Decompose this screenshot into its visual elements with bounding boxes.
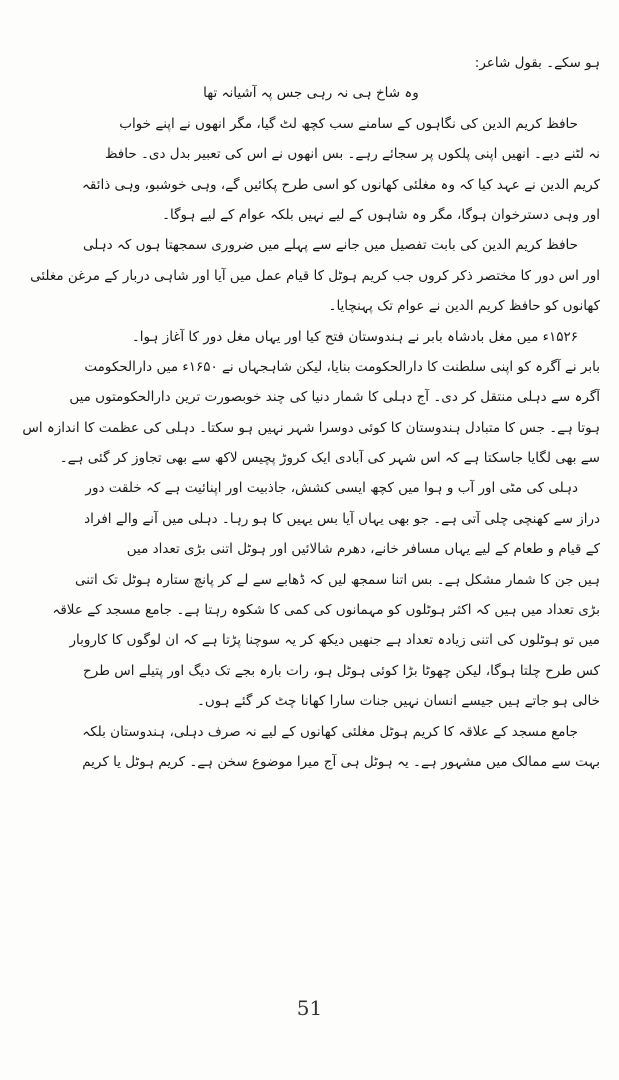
paragraph (22, 230, 600, 321)
text-line: ۱۵۲۶ء میں مغل بادشاہ بابر نے ہندوستان فتح کیا اور یہاں مغل دور کا آغاز ہوا۔ (131, 328, 578, 345)
verse-line: وہ شاخ ہی نہ رہی جس پہ آشیانہ تھا (203, 85, 419, 102)
page-text (22, 48, 600, 777)
text-line: دہلی کی مٹی اور آب و ہوا میں کچھ ایسی کشش، جاذبیت اور اپنائیت ہے کہ خلقت دور (85, 480, 578, 497)
text-line: کس طرح چلتا ہوگا، لیکن چھوٹا بڑا کوئی ہوٹل ہو، رات بارہ بجے تک دیگ اور پتیلے اس طرح (83, 662, 600, 679)
text-line: نہ لٹنے دیے۔ انھیں اپنی پلکوں پر سجائے رہے۔ بس انھوں نے اس کی تعبیر بدل دی۔ حافظ (104, 146, 600, 163)
text-line: ہیں جن کا شمار مشکل ہے۔ بس اتنا سمجھ لیں کہ ڈھابے سے لے کر پانچ ستارہ ہوٹل تک اتنی (74, 571, 600, 588)
text-line: کے قیام و طعام کے لیے یہاں مسافر خانے، دھرم شالائیں اور ہوٹل اتنی بڑی تعداد میں (126, 541, 600, 558)
text-line: خالی ہو جاتے ہیں جیسے انسان نہیں جنات سارا کھانا چٹ کر گئے ہوں۔ (196, 693, 600, 710)
text-line: میں تو ہوٹلوں کی اتنی زیادہ تعداد ہے جنھیں دیکھ کر یہ سوچنا پڑتا ہے کہ ان لوگوں کا کاروبار (69, 632, 600, 649)
text-line: حافظ کریم الدین کی بابت تفصیل میں جانے سے پہلے میں ضروری سمجھتا ہوں کہ دہلی (83, 237, 578, 254)
text-line: بابر نے آگرہ کو اپنی سلطنت کا دارالحکومت بنایا، لیکن شاہجہاں نے ۱۶۵۰ء میں دارالحکومت (84, 358, 600, 375)
text-line: سے بھی لگایا جاسکتا ہے کہ اس شہر کی آبادی ایک کروڑ پچیس لاکھ سے بھی تجاوز کر گئی ہے۔ (59, 450, 600, 467)
text-line: کریم الدین نے عہد کیا کہ وہ مغلئی کھانوں کو اسی طرح پکائیں گے، وہی خوشبو، وہی ذائقہ (81, 176, 600, 193)
text-line: دراز سے کھنچی چلی آتی ہے۔ جو بھی یہاں آیا بس یہیں کا ہو رہا۔ دہلی میں آنے والے افراد (84, 510, 600, 527)
text-line: آگرہ سے دہلی منتقل کر دی۔ آج دہلی کا شمار دنیا کی چند خوبصورت ترین دارالحکومتوں میں (69, 389, 600, 406)
paragraph (22, 322, 600, 474)
intro-line: ہو سکے۔ بقول شاعر: (474, 55, 600, 71)
text-line: جامع مسجد کے علاقہ کا کریم ہوٹل مغلئی کھانوں کے لیے نہ صرف دہلی، ہندوستان بلکہ (82, 723, 578, 740)
page-number: 51 (296, 996, 323, 1020)
text-line: ہوتا ہے۔ جس کا متبادل ہندوستان کا کوئی دوسرا شہر نہیں ہو سکتا۔ دہلی کی عظمت کا اندازہ اس (22, 419, 600, 436)
text-line: بڑی تعداد میں ہیں کہ اکثر ہوٹلوں کو مہمانوں کی کمی کا شکوہ رہتا ہے۔ جامع مسجد کے علاقہ (52, 602, 600, 619)
paragraph (22, 473, 600, 716)
paragraph (22, 717, 600, 778)
paragraph (22, 109, 600, 231)
text-line: بہت سے ممالک میں مشہور ہے۔ یہ ہوٹل ہی آج میرا موضوع سخن ہے۔ کریم ہوٹل یا کریم (82, 753, 600, 770)
text-line: کھانوں کو حافظ کریم الدین نے عوام تک پہنچایا۔ (328, 298, 600, 315)
text-line: حافظ کریم الدین کی نگاہوں کے سامنے سب کچھ لٹ گیا، مگر انھوں نے اپنے خواب (119, 115, 578, 132)
text-line: اور اس دور کا مختصر ذکر کروں جب کریم ہوٹل کا قیام عمل میں آیا اور شاہی دربار کے مرغن مغلئی (30, 267, 600, 284)
text-line: اور وہی دسترخوان ہوگا، مگر وہ شاہوں کے لیے نہیں بلکہ عوام کے لیے ہوگا۔ (162, 206, 600, 223)
